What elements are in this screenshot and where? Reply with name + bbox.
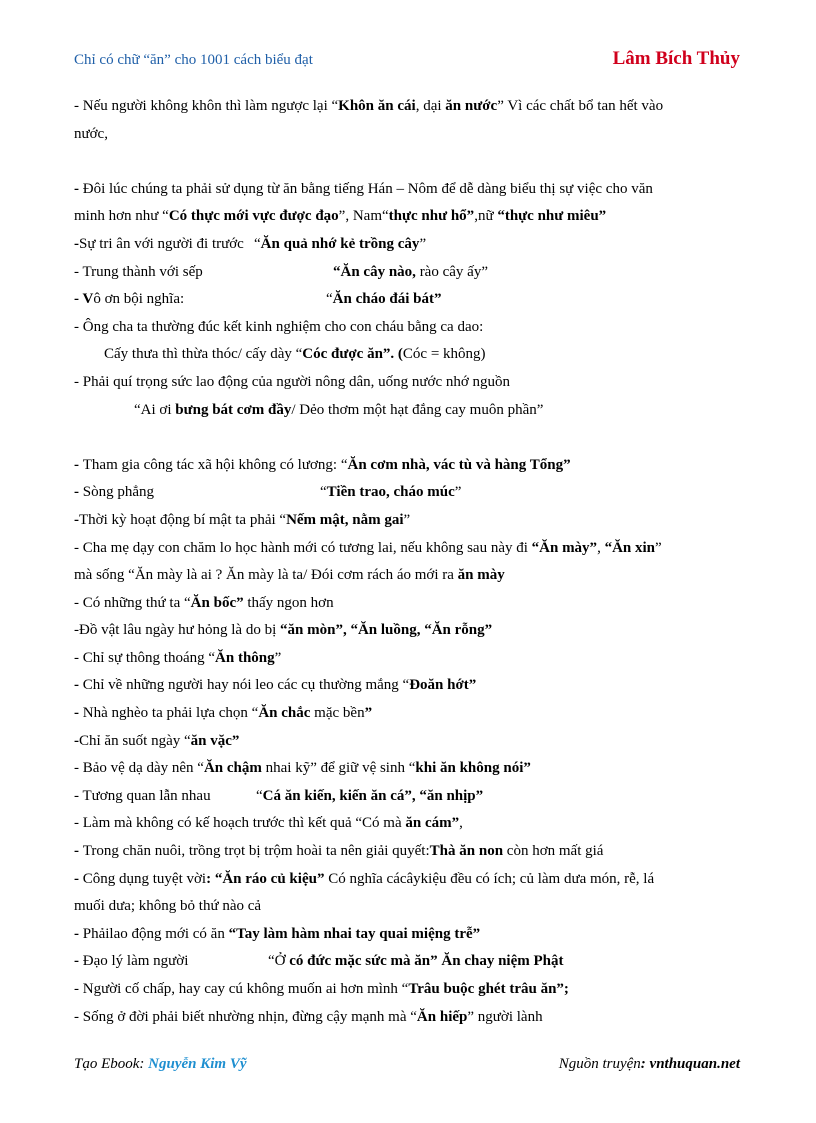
text-run: Chỉ ăn suốt ngày “: [79, 732, 191, 749]
text-run: -: [74, 235, 79, 252]
text-run: “Ở: [268, 953, 290, 970]
text-line: [74, 314, 746, 342]
text-run: Đoăn hớt”: [409, 677, 477, 694]
tab-phrase: [254, 231, 426, 259]
text-run: -: [74, 925, 83, 942]
text-line: [74, 452, 746, 480]
text-line: [74, 590, 746, 618]
text-run: - Làm mà không có kế hoạch trước thì kết quả “Có mà: [74, 815, 406, 832]
text-run: Ăn chắc: [258, 705, 311, 722]
text-run: Nhà nghèo ta phải lựa chọn “: [82, 705, 259, 722]
text-run: - Tương quan lẫn nhau: [74, 787, 211, 804]
tab-phrase: [256, 783, 483, 811]
text-run: Sòng phẳng: [82, 484, 154, 501]
text-line: [74, 976, 746, 1004]
text-run: -: [74, 953, 83, 970]
text-run: -Đồ vật lâu ngày hư hỏng là do bị: [74, 622, 281, 639]
text-run: Cóc được ăn”. (: [302, 346, 403, 363]
text-run: ,: [459, 815, 463, 832]
text-run: - Nếu người không khôn thì làm ngược lại “: [74, 98, 339, 114]
text-line: [74, 176, 746, 204]
text-line: [74, 893, 746, 921]
text-run: Ăn quả nhớ kẻ trồng cây: [260, 235, 420, 252]
text-line: [74, 672, 746, 700]
text-run: -: [74, 843, 83, 860]
text-run: -: [74, 511, 79, 528]
text-line: [74, 286, 746, 314]
text-line: [74, 617, 746, 645]
text-run: ăn mày: [457, 567, 505, 584]
text-run: “Ai ơi: [134, 401, 176, 418]
footer-ebook-name: Nguyễn Kim Vỹ: [148, 1056, 247, 1072]
text-run: bưng bát cơm đầy: [175, 401, 292, 418]
text-run: rào cây ấy”: [415, 263, 488, 280]
text-run: -: [74, 456, 83, 473]
text-run: ô ơn bội nghĩa:: [93, 291, 185, 308]
text-run: Thà ăn non: [429, 843, 504, 860]
text-run: Ăn chậm: [203, 760, 262, 777]
text-run: Tham gia công tác xã hội không có lương: “: [82, 456, 348, 473]
text-run: - Có những thứ ta “: [74, 594, 191, 611]
text-run: thực như hổ”: [388, 208, 475, 225]
text-run: Cấy thưa thì thừa thóc/ cấy dày “: [104, 346, 303, 363]
text-run: -: [74, 180, 83, 197]
text-run: - Trung thành với sếp: [74, 263, 203, 280]
text-run: Thời kỳ hoạt động bí mật ta phải “: [79, 511, 287, 528]
text-run: - Sống ở đời phải biết nhường nhịn, đừng cậy mạnh mà “: [74, 1008, 417, 1025]
text-line: [74, 700, 746, 728]
text-run: ăn nước: [445, 98, 498, 114]
text-run: , dại: [415, 98, 446, 114]
text-line: [74, 921, 746, 949]
text-run: Trâu buộc ghét trâu ăn”;: [408, 981, 569, 997]
text-line: [74, 783, 746, 811]
text-line: [74, 121, 746, 149]
tab-phrase: [268, 948, 564, 976]
blank-line: [74, 148, 746, 176]
text-line: [74, 838, 746, 866]
text-run: khi ăn không nói”: [415, 760, 531, 777]
text-run: Phảilao động mới có ăn: [82, 925, 229, 942]
text-run: Công dụng tuyệt vời: [82, 870, 207, 887]
text-run: Tiền trao, cháo múc: [326, 484, 455, 501]
text-run: nước,: [74, 125, 108, 142]
text-line: [74, 728, 746, 756]
text-line: [74, 203, 746, 231]
text-line: [74, 948, 746, 976]
text-run: Đôi lúc chúng ta phải sử dụng từ ăn bằng tiếng Hán – Nôm để dễ dàng biểu thị sự việc cho văn: [82, 180, 653, 197]
text-run: ”: [655, 539, 662, 556]
text-run: Ăn cơm nhà, vác tù và hàng Tổng”: [347, 456, 571, 473]
header-title: Chỉ có chữ “ăn” cho 1001 cách biểu đạt: [74, 52, 313, 68]
text-run: nhai kỹ” để giữ vệ sinh “: [261, 760, 416, 777]
footer-source-label: Nguồn truyện: [558, 1056, 641, 1072]
text-run: “: [256, 787, 263, 804]
text-line: [74, 231, 746, 259]
tab-phrase: [326, 286, 441, 314]
footer-ebook: [74, 1056, 247, 1073]
text-run: / Dẻo thơm một hạt đắng cay muôn phần”: [291, 401, 544, 418]
text-line: [74, 369, 746, 397]
text-run: - Phải quí trọng sức lao động của người nông dân, uống nước nhớ nguồn: [74, 373, 511, 390]
text-run: ăn vặc”: [190, 732, 240, 749]
text-line: [74, 562, 746, 590]
text-run: ăn cám”: [405, 815, 460, 832]
text-run: ”: [454, 484, 462, 501]
text-line: [74, 397, 746, 425]
text-run: ” Vì các chất bổ tan hết vào: [497, 98, 664, 114]
text-line: [74, 93, 746, 121]
text-run: ”: [274, 649, 282, 666]
text-run: Ăn cháo đái bát”: [332, 291, 442, 308]
text-run: ”, Nam“: [338, 208, 389, 225]
text-run: ,nữ: [474, 208, 498, 225]
footer-ebook-sep: :: [139, 1056, 149, 1072]
text-run: Nếm mật, nằm gai: [286, 511, 404, 528]
text-run: Cóc = không): [402, 346, 486, 363]
text-run: Ăn bốc”: [190, 594, 244, 611]
tab-phrase: [333, 259, 488, 287]
text-line: [74, 535, 746, 563]
document-body: [74, 93, 746, 1031]
text-run: ”: [419, 235, 427, 252]
text-run: Có thực mới vực được đạo: [168, 208, 339, 225]
text-line: [74, 645, 746, 673]
text-run: -: [74, 677, 83, 694]
text-run: -: [74, 732, 79, 749]
text-run: - Bảo vệ dạ dày nên “: [74, 760, 204, 777]
text-run: ” người lành: [467, 1008, 543, 1025]
text-line: [74, 479, 746, 507]
text-run: còn hơn mất giá: [503, 843, 604, 860]
text-run: “Ăn mày”: [531, 539, 598, 556]
text-run: mặc bền: [310, 705, 365, 722]
text-run: ,: [597, 539, 605, 556]
text-line: [74, 755, 746, 783]
text-run: “Tay làm hàm nhai tay quai miệng trễ”: [228, 925, 481, 942]
footer-source-name: vnthuquan.net: [649, 1056, 740, 1072]
text-run: Ăn thông: [215, 649, 275, 666]
tab-phrase: [320, 479, 461, 507]
text-run: - Cha mẹ dạy con chăm lo học hành mới có tương lai, nếu không sau này đi: [74, 539, 532, 556]
text-run: Cá ăn kiến, kiến ăn cá”, “ăn nhịp”: [262, 787, 484, 804]
text-run: “ăn mòn”, “Ăn luồng, “Ăn rỗng”: [280, 622, 493, 639]
text-run: thấy ngon hơn: [243, 594, 334, 611]
text-run: Khôn ăn cái: [338, 98, 416, 114]
text-run: - Người cố chấp, hay cay cú không muốn ai hơn mình “: [74, 981, 409, 997]
text-run: - V: [74, 291, 94, 308]
text-run: “: [254, 235, 261, 252]
text-run: Trong chăn nuôi, trồng trọt bị trộm hoài ta nên giải quyết:: [82, 843, 430, 860]
text-run: ”: [364, 705, 373, 722]
header-author: Lâm Bích Thủy: [612, 48, 740, 69]
text-run: “: [320, 484, 327, 501]
text-run: Có nghĩa cácâykiệu đều có ích; củ làm dưa món, rễ, lá: [324, 870, 655, 887]
blank-line: [74, 424, 746, 452]
text-run: minh hơn như “: [74, 208, 169, 225]
text-run: “Ăn cây nào,: [333, 263, 416, 280]
text-line: [74, 259, 746, 287]
text-line: [74, 341, 746, 369]
text-run: Sự tri ân với người đi trước: [79, 235, 244, 252]
text-run: “: [326, 291, 333, 308]
text-run: -: [74, 705, 83, 722]
text-line: [74, 810, 746, 838]
text-run: có đức mặc sức mà ăn”: [289, 953, 438, 970]
text-run: - Ông cha ta thường đúc kết kinh nghiệm cho con cháu bằng ca dao:: [74, 318, 484, 335]
footer-source-sep: :: [640, 1056, 650, 1072]
text-run: Ăn hiếp: [416, 1008, 468, 1025]
text-line: [74, 507, 746, 535]
text-run: ”: [403, 511, 411, 528]
text-run: “Ăn xin: [604, 539, 655, 556]
text-run: “thực như miêu”: [497, 208, 607, 225]
text-run: -: [74, 870, 83, 887]
text-run: Ăn chay niệm Phật: [437, 953, 564, 970]
text-run: Đạo lý làm người: [82, 953, 189, 970]
footer-ebook-label: Tạo Ebook: [74, 1056, 140, 1072]
text-run: Chỉ về những người hay nói leo các cụ thường mắng “: [82, 677, 410, 694]
text-run: - Chỉ sự thông thoáng “: [74, 649, 216, 666]
footer-source: [559, 1056, 740, 1073]
text-run: muối dưa; không bỏ thứ nào cả: [74, 898, 262, 915]
text-run: : “Ăn ráo củ kiệu”: [206, 870, 325, 887]
text-line: [74, 866, 746, 894]
text-run: -: [74, 484, 83, 501]
text-line: [74, 1004, 746, 1032]
text-run: mà sống “Ăn mày là ai ? Ăn mày là ta/ Đói cơm rách áo mới ra: [74, 567, 458, 584]
